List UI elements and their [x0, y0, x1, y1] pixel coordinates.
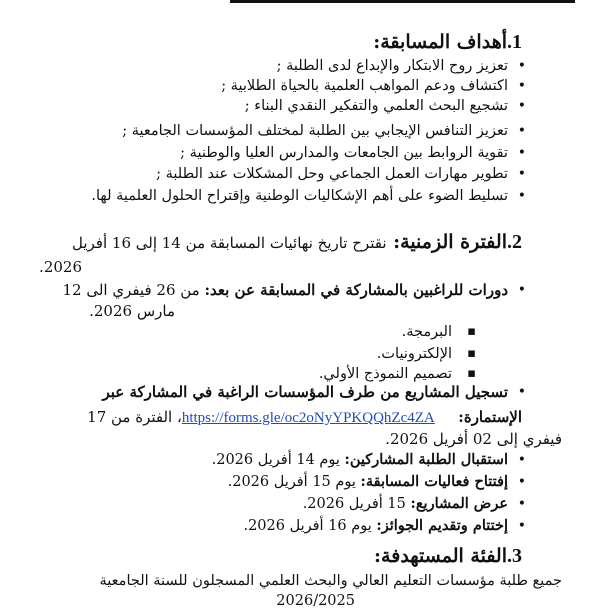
event-item [303, 494, 508, 514]
target-text-year: 2026/2025 [276, 593, 355, 609]
registration-period-end: فيفري إلى 02 أفريل 2026. [385, 430, 562, 448]
registration-label: تسجيل المشاريع من طرف المؤسسات الراغبة في المشاركة عبر [102, 383, 508, 401]
event-date: 15 أفريل 2026. [302, 496, 406, 512]
section-number: 3. [507, 545, 522, 567]
event-label: استقبال الطلبة المشاركين: [344, 451, 508, 468]
online-courses-dates-end: مارس 2026. [89, 302, 175, 320]
topic-item: ▪ تصميم النموذج الأولي. [319, 364, 452, 384]
goal-item: • تطوير مهارات العمل الجماعي وحل المشكلات عند الطلبة ; [156, 164, 508, 184]
online-courses-label: دورات للراغبين بالمشاركة في المسابقة عن بعد: [204, 281, 508, 299]
section-number: 1. [507, 31, 522, 53]
section-heading-period [72, 230, 522, 254]
online-courses-item [62, 280, 508, 300]
section-title: الفترة الزمنية: [393, 231, 507, 253]
period-intro: نقترح تاريخ نهائيات المسابقة من 14 إلى 16 أفريل [72, 234, 387, 252]
section-heading-goals [373, 30, 522, 54]
event-label: عرض المشاريع: [410, 495, 508, 512]
event-label: إفتتاح فعاليات المسابقة: [360, 473, 508, 490]
goal-item: • اكتشاف ودعم المواهب العلمية بالحياة الطلابية ; [221, 76, 508, 96]
event-label: إختتام وتقديم الجوائز: [376, 517, 508, 534]
registration-form-link[interactable]: https://forms.gle/oc2oNyYPKQQhZc4ZA [181, 410, 435, 426]
section-title: الفئة المستهدفة: [374, 545, 507, 567]
target-text: جميع طلبة مؤسسات التعليم العالي والبحث العلمي المسجلون للسنة الجامعية [99, 573, 562, 589]
goal-item: • تعزيز التنافس الإيجابي بين الطلبة لمختلف المؤسسات الجامعية ; [122, 121, 508, 141]
goal-item: • تقوية الروابط بين الجامعات والمدارس العليا والوطنية ; [180, 143, 508, 163]
event-date: يوم 14 أفريل 2026. [211, 452, 340, 468]
period-intro-year: 2026. [39, 258, 82, 276]
event-date: يوم 16 أفريل 2026. [243, 518, 372, 534]
top-rule [230, 0, 575, 3]
section-heading-target [374, 544, 522, 568]
section-title: أهداف المسابقة: [373, 31, 507, 53]
event-item [228, 472, 508, 492]
registration-period: ، الفترة من 17 [87, 408, 182, 426]
goal-item: • تسليط الضوء على أهم الإشكاليات الوطنية وإقتراح الحلول العلمية لها. [91, 186, 508, 206]
section-number: 2. [507, 231, 522, 253]
registration-item [103, 382, 509, 402]
event-item [243, 516, 508, 536]
topic-item: ▪ الإلكترونيات. [377, 344, 452, 364]
event-item [212, 450, 508, 470]
online-courses-dates: من 26 فيفري الى 12 [62, 281, 200, 299]
form-label: الإستمارة: [458, 408, 522, 426]
topic-item: ▪ البرمجة. [402, 322, 452, 342]
goal-item: • تعزيز روح الابتكار والإبداع لدى الطلبة ; [277, 56, 508, 76]
event-date: يوم 15 أفريل 2026. [227, 474, 356, 490]
registration-form-line [87, 406, 522, 429]
goal-item: • تشجيع البحث العلمي والتفكير النقدي البناء ; [245, 96, 508, 116]
